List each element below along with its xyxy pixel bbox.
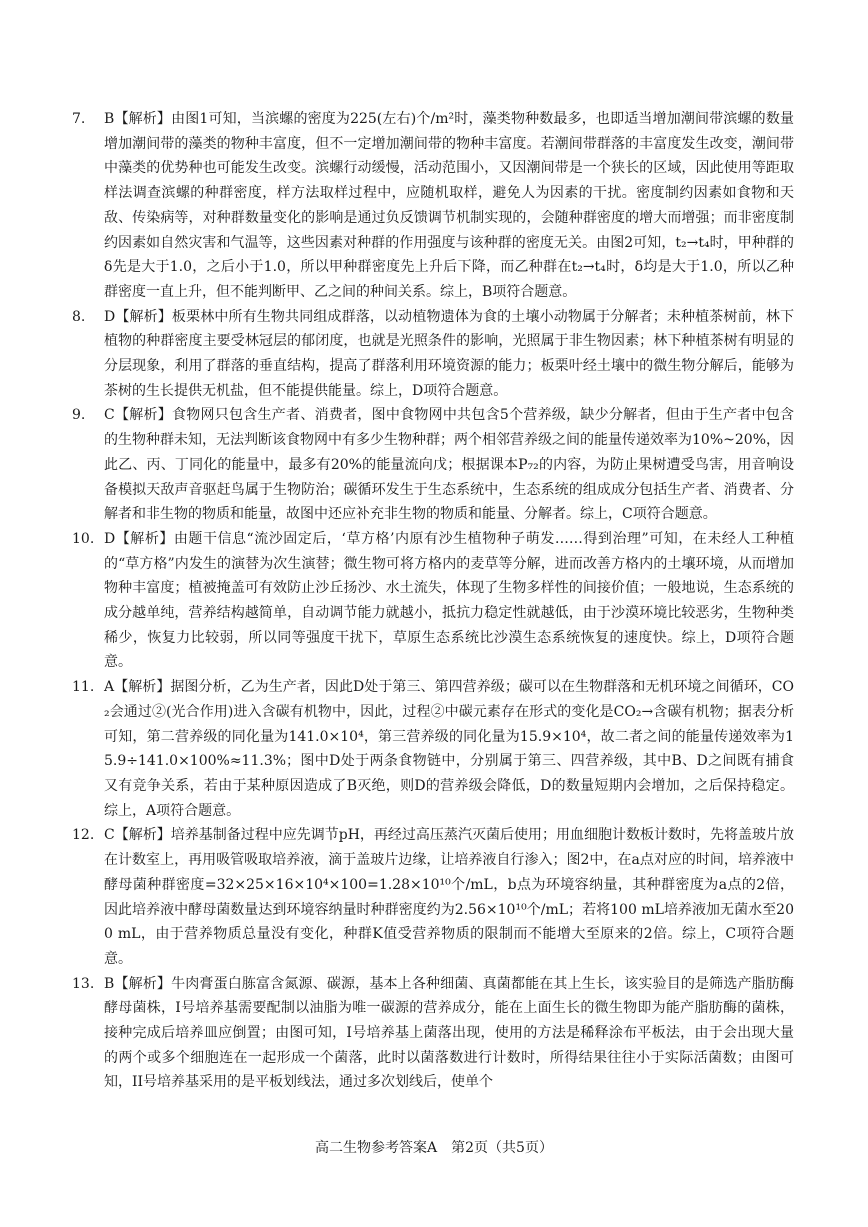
answer-item-7: [72, 107, 794, 305]
answer-item-11: [72, 675, 794, 823]
answer-item-9: [72, 403, 794, 527]
item-number: 13.: [72, 975, 95, 992]
page-footer: 高二生物参考答案A 第2页（共5页）: [315, 1140, 553, 1156]
item-text: B【解析】牛肉膏蛋白胨富含氮源、碳源，基本上各种细菌、真菌都能在其上生长，该实验目的是筛选产脂肪酶酵母菌株，I号培养基需要配制以油脂为唯一碳源的营养成分，能在上面生长的微生物即为能产脂肪酶的菌株，接种完成后培养皿应倒置；由图可知，I号培养基上菌落出现，使用的方法是稀释涂布平板法，由于会出现大量的两个或多个细胞连在一起形成一个菌落，此时以菌落数进行计数时，所得结果往往小于实际活菌数；由图可知，II号培养基采用的是平板划线法，通过多次划线后，使单个: [104, 975, 794, 1091]
item-number: 7.: [72, 111, 86, 127]
answer-item-12: [72, 823, 794, 971]
item-number: 9.: [72, 407, 86, 424]
item-text: D【解析】由题干信息“流沙固定后，‘草方格’内原有沙生植物种子萌发……得到治理”可知，在未经人工种植的“草方格”内发生的演替为次生演替；微生物可将方格内的麦草等分解，进而改善方格内的土壤环境，从而增加物种丰富度；植被掩盖可有效防止沙丘扬沙、水土流失，体现了生物多样性的间接价值；一般地说，生态系统的成分越单纯，营养结构越简单，自动调节能力就越小，抵抗力稳定性就越低，由于沙漠环境比较恶劣，生物种类稀少，恢复力比较弱，所以同等强度干扰下，草原生态系统比沙漠生态系统恢复的速度快。综上，D项符合题意。: [104, 530, 794, 671]
item-text: C【解析】培养基制备过程中应先调节pH，再经过高压蒸汽灭菌后使用；用血细胞计数板计数时，先将盖玻片放在计数室上，再用吸管吸取培养液，滴于盖玻片边缘，让培养液自行渗入；图2中，在a点对应的时间，培养液中酵母菌种群密度=32×25×16×10⁴×100=1.28×10¹⁰个/mL，b点为环境容纳量，其种群密度为a点的2倍，因此培养液中酵母菌数量达到环境容纳量时种群密度约为2.56×10¹⁰个/mL；若将100 mL培养液加无菌水至200 mL，由于营养物质总量没有变化，种群K值受营养物质的限制而不能增大至原来的2倍。综上，C项符合题意。: [104, 827, 794, 967]
answer-list: [72, 107, 794, 1095]
item-number: 12.: [72, 827, 95, 844]
answer-item-13: [72, 972, 794, 1096]
item-text: A【解析】据图分析，乙为生产者，因此D处于第三、第四营养级；碳可以在生物群落和无机环境之间循环，CO₂会通过②(光合作用)进入含碳有机物中，因此，过程②中碳元素存在形式的变化是CO₂→含碳有机物；据表分析可知，第二营养级的同化量为141.0×10⁴，第三营养级的同化量为15.9×10⁴，故二者之间的能量传递效率为15.9÷141.0×100%≈11.3%；图中D处于两条食物链中，分别属于第三、四营养级，其中B、D之间既有捕食又有竞争关系，若由于某种原因造成了B灭绝，则D的营养级会降低，D的数量短期内会增加，之后保持稳定。综上，A项符合题意。: [104, 679, 794, 819]
answer-item-8: [72, 305, 794, 404]
item-text: D【解析】板栗林中所有生物共同组成群落，以动植物遗体为食的土壤小动物属于分解者；未种植茶树前，林下植物的种群密度主要受林冠层的郁闭度，也就是光照条件的影响，光照属于非生物因素；林下种植茶树有明显的分层现象，利用了群落的垂直结构，提高了群落利用环境资源的能力；板栗叶经土壤中的微生物分解后，能够为茶树的生长提供无机盐，但不能提供能量。综上，D项符合题意。: [104, 308, 794, 399]
item-number: 10.: [72, 530, 95, 547]
answer-item-10: [72, 527, 794, 675]
item-number: 11.: [72, 679, 95, 696]
item-number: 8.: [72, 308, 86, 325]
item-text: C【解析】食物网只包含生产者、消费者，图中食物网中共包含5个营养级，缺少分解者，但由于生产者中包含的生物种群未知，无法判断该食物网中有多少生物种群；两个相邻营养级之间的能量传递效率为10%~20%，因此乙、丙、丁同化的能量中，最多有20%的能量流向戊；根据课本P₇₂的内容，为防止果树遭受鸟害，用音响设备模拟天敌声音驱赶鸟属于生物防治；碳循环发生于生态系统中，生态系统的组成成分包括生产者、消费者、分解者和非生物的物质和能量，故图中还应补充非生物的物质和能量、分解者。综上，C项符合题意。: [104, 407, 794, 523]
item-text: B【解析】由图1可知，当滨螺的密度为225(左右)个/m²时，藻类物种数最多，也即适当增加潮间带滨螺的数量增加潮间带的藻类的物种丰富度，但不一定增加潮间带的物种丰富度。若潮间带群落的丰富度发生改变，潮间带中藻类的优势种也可能发生改变。滨螺行动缓慢，活动范围小，又因潮间带是一个狭长的区域，因此使用等距取样法调查滨螺的种群密度，样方法取样过程中，应随机取样，避免人为因素的干扰。密度制约因素如食物和天敌、传染病等，对种群数量变化的影响是通过负反馈调节机制实现的，会随种群密度的增大而增强；而非密度制约因素如自然灾害和气温等，这些因素对种群的作用强度与该种群的密度无关。由图2可知，t₂→t₄时，甲种群的δ先是大于1.0，之后小于1.0，所以甲种群密度先上升后下降，而乙种群在t₂→t₄时，δ均是大于1.0，所以乙种群密度一直上升，但不能判断甲、乙之间的种间关系。综上，B项符合题意。: [104, 111, 794, 300]
